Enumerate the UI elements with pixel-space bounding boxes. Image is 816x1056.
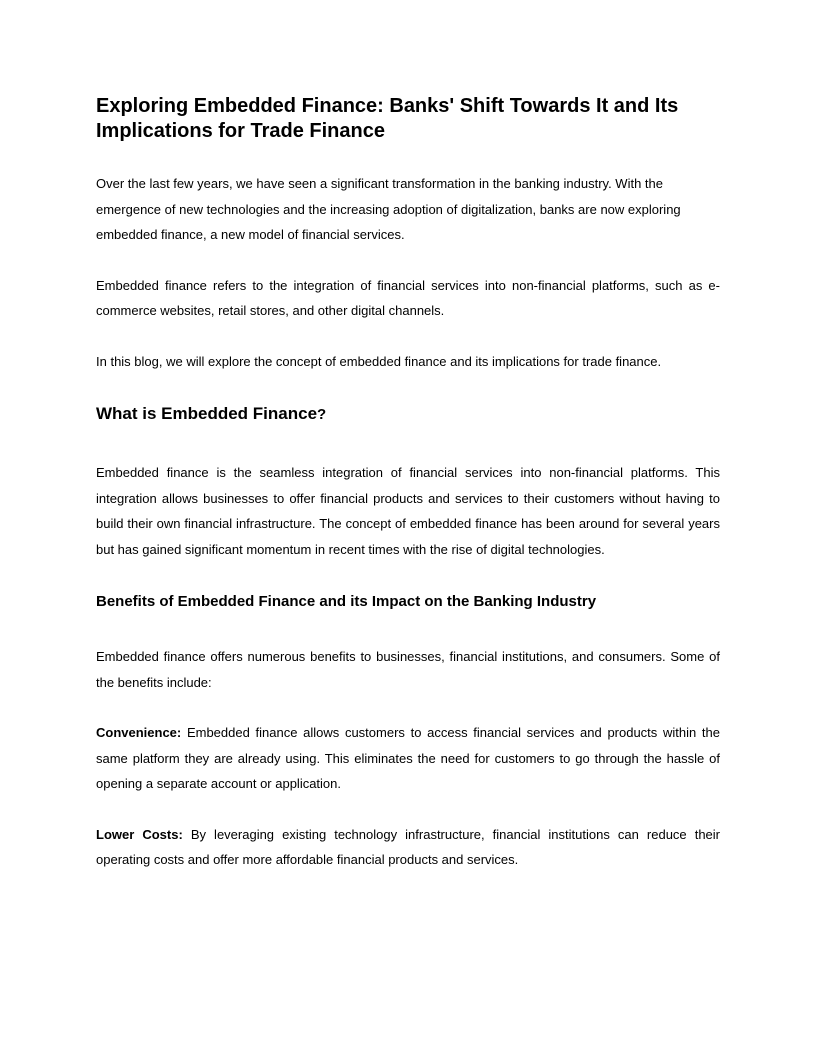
section-heading-what-is xyxy=(96,403,720,426)
intro-paragraph-3: In this blog, we will explore the concept of embedded finance and its implications for trade finance. xyxy=(96,353,662,369)
document-page xyxy=(96,94,720,873)
benefit-lower-costs-label: Lower Costs: xyxy=(96,826,183,842)
benefits-intro-paragraph: Embedded finance offers numerous benefits to businesses, financial institutions, and consumers. Some of the benefits include: xyxy=(96,649,720,690)
benefit-convenience xyxy=(96,720,720,797)
section-heading-benefits: Benefits of Embedded Finance and its Impact on the Banking Industry xyxy=(96,593,597,610)
benefit-convenience-text: Embedded finance allows customers to access financial services and products within the same platform they are already using. This eliminates the need for customers to go through the hassle of opening a separate account or application. xyxy=(96,725,720,791)
what-is-paragraph: Embedded finance is the seamless integration of financial services into non-financial platforms. This integration allows businesses to offer financial products and services to their customers without having to build their own financial infrastructure. The concept of embedded finance has been around for several years but has gained significant momentum in recent times with the rise of digital technologies. xyxy=(96,465,720,557)
intro-paragraph-1: Over the last few years, we have seen a significant transformation in the banking industry. With the emergence of new technologies and the increasing adoption of digitalization, banks are now exploring embedded finance, a new model of financial services. xyxy=(96,176,681,242)
benefit-lower-costs xyxy=(96,822,720,873)
benefit-lower-costs-text: By leveraging existing technology infrastructure, financial institutions can reduce their operating costs and offer more affordable financial products and services. xyxy=(96,826,720,867)
document-title: Exploring Embedded Finance: Banks' Shift Towards It and Its Implications for Trade Finance xyxy=(96,95,679,142)
section-heading-what-is-text: What is Embedded Finance xyxy=(96,404,318,423)
benefit-convenience-label: Convenience: xyxy=(96,725,182,740)
section-heading-what-is-suffix: ? xyxy=(317,406,327,423)
intro-paragraph-2: Embedded finance refers to the integration of financial services into non-financial platforms, such as e-commerce websites, retail stores, and other digital channels. xyxy=(96,277,720,318)
